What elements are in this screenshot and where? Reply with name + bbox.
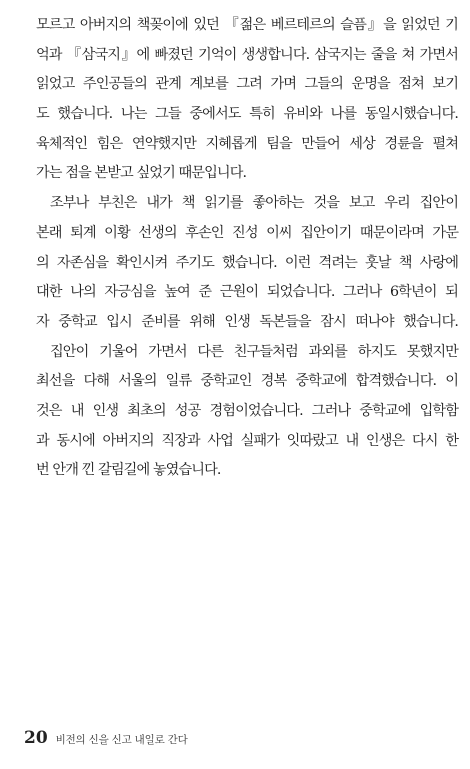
- text-line: 억과 『삼국지』에 빠졌던 기억이 생생합니다. 삼국지는 줄을 쳐 가면서: [36, 46, 458, 63]
- text-line: 조부나 부친은 내가 책 읽기를 좋아하는 것을 보고 우리 집안이: [50, 195, 458, 212]
- text-line: 의 자존심을 확인시켜 주기도 했습니다. 이런 격려는 훗날 책 사랑에: [36, 254, 458, 271]
- text-line: 과 동시에 아버지의 직장과 사업 실패가 잇따랐고 내 인생은 다시 한: [36, 432, 458, 449]
- text-line: 본래 퇴계 이황 선생의 후손인 진성 이씨 집안이기 때문이라며 가문: [36, 224, 458, 241]
- page-footer: [24, 728, 188, 748]
- text-line: 것은 내 인생 최초의 성공 경험이었습니다. 그러나 중학교에 입학함: [36, 402, 458, 419]
- page-number: 20: [24, 728, 48, 748]
- text-line: 도 했습니다. 나는 그들 중에서도 특히 유비와 나를 동일시했습니다.: [36, 106, 458, 123]
- running-title: 비전의 신을 신고 내일로 간다: [55, 734, 188, 746]
- paragraph-3: [36, 338, 458, 486]
- text-line: 육체적인 힘은 연약했지만 지혜롭게 팀을 만들어 세상 경륜을 펼쳐: [36, 135, 458, 152]
- text-line: 읽었고 주인공들의 관계 계보를 그려 가며 그들의 운명을 점쳐 보기: [36, 76, 458, 93]
- text-line: 최선을 다해 서울의 일류 중학교인 경복 중학교에 합격했습니다. 이: [36, 373, 458, 390]
- text-line: 대한 나의 자긍심을 높여 준 근원이 되었습니다. 그러나 6학년이 되: [36, 284, 458, 301]
- text-line: 번 안개 낀 갈림길에 놓였습니다.: [36, 462, 221, 479]
- paragraph-1: [36, 11, 458, 189]
- text-line: 집안이 기울어 가면서 다른 친구들처럼 과외를 하지도 못했지만: [50, 343, 458, 360]
- body-text: [36, 11, 458, 486]
- text-line: 자 중학교 입시 준비를 위해 인생 독본들을 잠시 떠나야 했습니다.: [36, 313, 458, 330]
- text-line: 모르고 아버지의 책꽂이에 있던 『젊은 베르테르의 슬픔』을 읽었던 기: [36, 17, 458, 33]
- text-line: 가는 점을 본받고 싶었기 때문입니다.: [36, 165, 247, 182]
- paragraph-2: [36, 189, 458, 337]
